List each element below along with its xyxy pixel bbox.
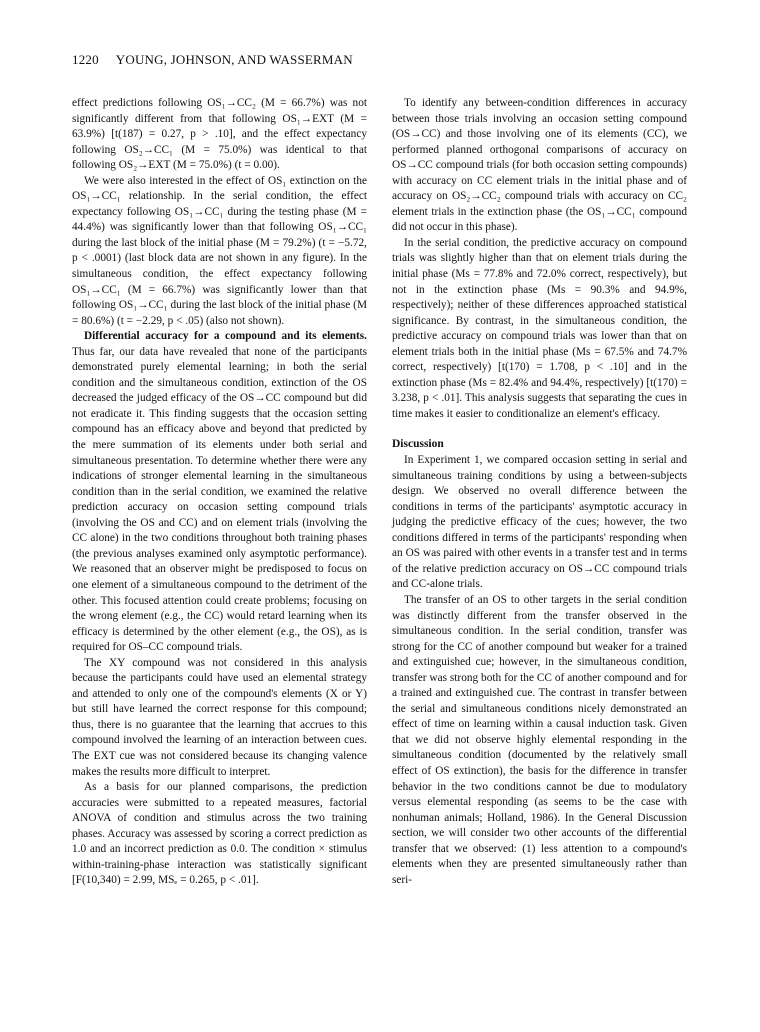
paragraph: To identify any between-condition differences in accuracy between those trials involving an occasion setting compound (OS→CC) and those involving one of its elements (CC), we performed planned orthogonal comparisons of accuracy on OS→CC compound trials (for both occasion setting compounds) with accuracy on CC element trials in the initial phase and of accuracy on OS₂→CC₂ compound trials with accuracy on CC₂ element trials in the extinction phase (the OS₁→CC₁ compound did not occur in this phase). [392,97,687,234]
paragraph: We were also interested in the effect of OS₁ extinction on the OS₁→CC₁ relationship. In the serial condition, the effect expectancy following OS₁→CC₁ during the testing phase (M = 44.4%) was significantly lower than that following OS₁→CC₁ during the last block of the initial phase (M = 79.2%) (t = −5.72, p < .0001) (last block data are not shown in any figure). In the simultaneous condition, the effect expectancy following OS₁→CC₁ (M = 66.7%) was significantly lower than that following OS₁→CC₁ during the last block of the initial phase (M = 80.6%) (t = −2.29, p < .05) (also not shown). [72,174,367,327]
page-number: 1220 [72,52,99,67]
running-title: YOUNG, JOHNSON, AND WASSERMAN [115,52,353,67]
section-heading: Discussion [392,438,444,451]
inline-heading: Differential accuracy for a compound and its elements. [84,330,367,343]
page-header [72,52,353,68]
paragraph: effect predictions following OS₁→CC₂ (M = 66.7%) was not significantly different from that following OS₁→EXT (M = 63.9%) [t(187) = 0.27, p > .10], and the effect expectancy following OS₂→CC₁ (M = 75.0%) was identical to that following OS₂→EXT (M = 75.0%) (t = 0.00). [72,97,367,172]
paragraph [72,329,367,655]
paragraph: The XY compound was not considered in this analysis because the participants could have used an elemental strategy and attended to only one of the compound's elements (X or Y) but still have learned the correct response for this compound; thus, there is no guarantee that the learning that accrues to this compound involved the learning of an interaction between cues. The EXT cue was not considered because its changing valence makes the results more difficult to interpret. [72,656,367,778]
left-column [72,96,367,889]
paragraph-text: Thus far, our data have revealed that none of the participants demonstrated purely elemental learning; in both the serial condition and the simultaneous condition, extinction of the OS decreased the judged efficacy of the OS→CC compound but did not eradicate it. This finding suggests that the occasion setting compound has an efficacy above and beyond that predicted by the mere summation of its elements under both serial and simultaneous presentation. To determine whether there were any indications of stronger elemental learning in the simultaneous condition than in the serial condition, we examined the relative prediction accuracy on occasion setting compound trials (involving the OS and CC) and on element trials (involving the CC alone) in the two conditions throughout both training phases (the previous analyses examined only asymptotic performance). We reasoned that an observer might be predisposed to focus on one element of a simultaneous compound to the detriment of the other. This focused attention could create problems; focusing on the wrong element (e.g., the CC) would retard learning when its efficacy is determined by the other element (e.g., the OS), as is required for OS–CC compound trials. [72,345,367,654]
paragraph: The transfer of an OS to other targets in the serial condition was distinctly different from the transfer observed in the simultaneous condition. In the serial condition, transfer was strong for the CC of another compound but weaker for a trained and extinguished cue; however, in the simultaneous condition, transfer was strong both for the CC of another compound and for a trained and extinguished cue. The contrast in transfer between the serial and simultaneous conditions nicely demonstrated an effect of time on learning within a causal induction task. Given that we did not observe highly elemental responding in the simultaneous condition (documented by the relatively small effect of OS extinction), the basis for the difference in transfer behavior in the two conditions cannot be due to modulatory versus elemental responding (as seems to be the case with nonhuman animals; Holland, 1986). In the General Discussion section, we will consider two other accounts of the differential transfer that we observed: (1) less attention to a compound's elements when they are presented simultaneously rather than seri- [392,593,687,886]
right-column [392,96,687,888]
paragraph: In Experiment 1, we compared occasion setting in serial and simultaneous training conditions by using a between-subjects design. We observed no overall difference between the conditions in terms of the participants' asymptotic accuracy in judging the predictive efficacy of the cues; however, the two conditions differed in terms of the participants' responding when an OS was paired with other events in a transfer test and in terms of the relative prediction accuracy on OS→CC compound trials and CC-alone trials. [392,454,687,591]
paragraph: As a basis for our planned comparisons, the prediction accuracies were submitted to a repeated measures, factorial ANOVA of condition and stimulus across the two training phases. Accuracy was assessed by scoring a correct prediction as 1.0 and an incorrect prediction as 0.0. The condition × stimulus within-training-phase interaction was statistically significant [F(10,340) = 2.99, MSₑ = 0.265, p < .01]. [72,781,367,887]
paragraph: In the serial condition, the predictive accuracy on compound trials was slightly higher than that on element trials during the initial phase (Ms = 77.8% and 72.0% correct, respectively), but not in the extinction phase (Ms = 90.3% and 94.9%, respectively); neither of these differences approached statistical significance. By contrast, in the simultaneous condition, the predictive accuracy on compound trials was lower than that on element trials both in the initial phase (Ms = 67.5% and 74.7% correct, respectively) [t(170) = 1.708, p < .10] and in the extinction phase (Ms = 82.4% and 94.4%, respectively) [t(170) = 3.238, p < .01]. This analysis suggests that separating the cues in time makes it easier to conditionalize an element's efficacy. [392,236,687,420]
